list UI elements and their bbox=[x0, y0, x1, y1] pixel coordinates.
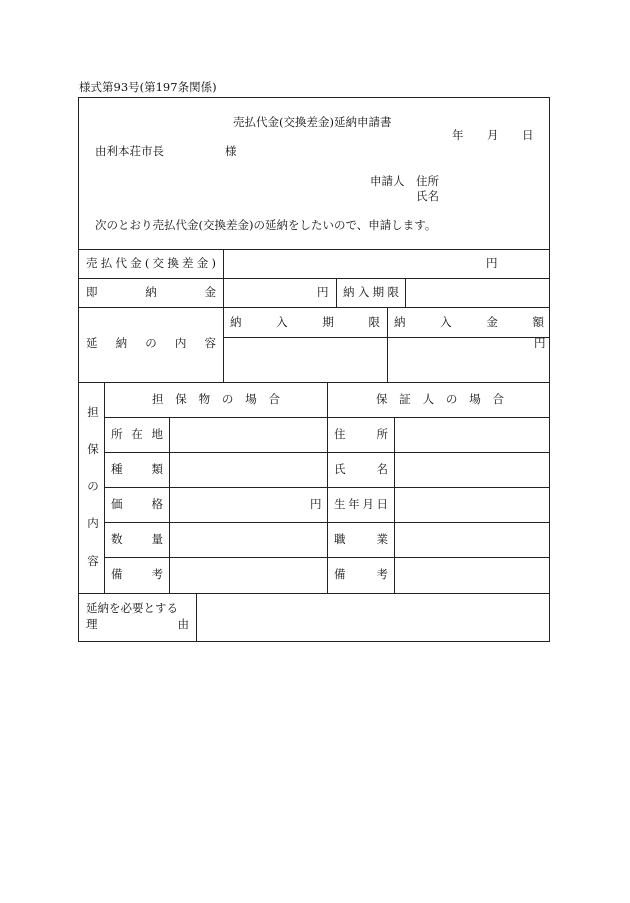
rule bbox=[169, 417, 170, 593]
form-frame bbox=[78, 97, 550, 642]
date-month: 月 bbox=[487, 128, 499, 142]
rule bbox=[78, 278, 550, 279]
form-number: 様式第93号(第197条関係) bbox=[79, 80, 217, 94]
applicant-label: 申請人 bbox=[370, 174, 405, 188]
date-year: 年 bbox=[452, 128, 464, 142]
rule bbox=[196, 593, 197, 642]
guarantor-name-label: 氏 名 bbox=[334, 462, 388, 476]
collateral-side-label: 担 保 の 内 容 bbox=[87, 405, 99, 568]
date-day: 日 bbox=[522, 128, 534, 142]
immediate-payment-unit: 円 bbox=[317, 285, 329, 299]
sale-price-label: 売 払 代 金 ( 交 換 差 金 ) bbox=[86, 256, 216, 270]
deferral-deadline-header: 納 入 期 限 bbox=[230, 315, 380, 329]
rule bbox=[78, 382, 550, 383]
reason-label-line1: 延納を必要とする bbox=[86, 601, 178, 615]
property-price-label: 価 格 bbox=[111, 497, 163, 511]
guarantor-header: 保 証 人 の 場 合 bbox=[376, 392, 504, 406]
rule bbox=[78, 307, 550, 308]
rule bbox=[78, 593, 550, 594]
rule bbox=[223, 249, 224, 382]
payment-deadline-label: 納 入 期 限 bbox=[343, 285, 399, 299]
rule bbox=[394, 417, 395, 593]
deferral-amount-unit: 円 bbox=[534, 336, 546, 350]
guarantor-address-label: 住 所 bbox=[334, 427, 388, 441]
property-type-label: 種 類 bbox=[111, 462, 163, 476]
statement: 次のとおり売払代金(交換差金)の延納をしたいので、申請します。 bbox=[95, 218, 437, 232]
rule bbox=[104, 382, 105, 593]
rule bbox=[78, 249, 550, 250]
addressee-honorific: 様 bbox=[225, 144, 237, 158]
immediate-payment-label: 即 納 金 bbox=[86, 285, 216, 299]
addressee-name: 由利本荘市長 bbox=[95, 144, 164, 158]
applicant-address-label: 住所 bbox=[416, 174, 439, 188]
guarantor-remarks-label: 備 考 bbox=[334, 567, 388, 581]
property-location-label: 所 在 地 bbox=[111, 427, 163, 441]
property-quantity-label: 数 量 bbox=[111, 532, 163, 546]
applicant-name-label: 氏名 bbox=[416, 189, 439, 203]
sale-price-unit: 円 bbox=[486, 256, 498, 270]
guarantor-birthdate-label: 生 年 月 日 bbox=[334, 497, 388, 511]
deferral-amount-header: 納 入 金 額 bbox=[394, 315, 544, 329]
property-remarks-label: 備 考 bbox=[111, 567, 163, 581]
reason-label-line2: 理 由 bbox=[86, 617, 189, 631]
rule bbox=[327, 382, 328, 593]
rule bbox=[387, 307, 388, 382]
rule bbox=[405, 278, 406, 307]
guarantor-occupation-label: 職 業 bbox=[334, 532, 388, 546]
property-header: 担 保 物 の 場 合 bbox=[152, 392, 280, 406]
property-price-unit: 円 bbox=[310, 497, 322, 511]
deferral-label: 延 納 の 内 容 bbox=[86, 336, 216, 350]
rule bbox=[336, 278, 337, 307]
form-title: 売払代金(交換差金)延納申請書 bbox=[233, 115, 392, 129]
